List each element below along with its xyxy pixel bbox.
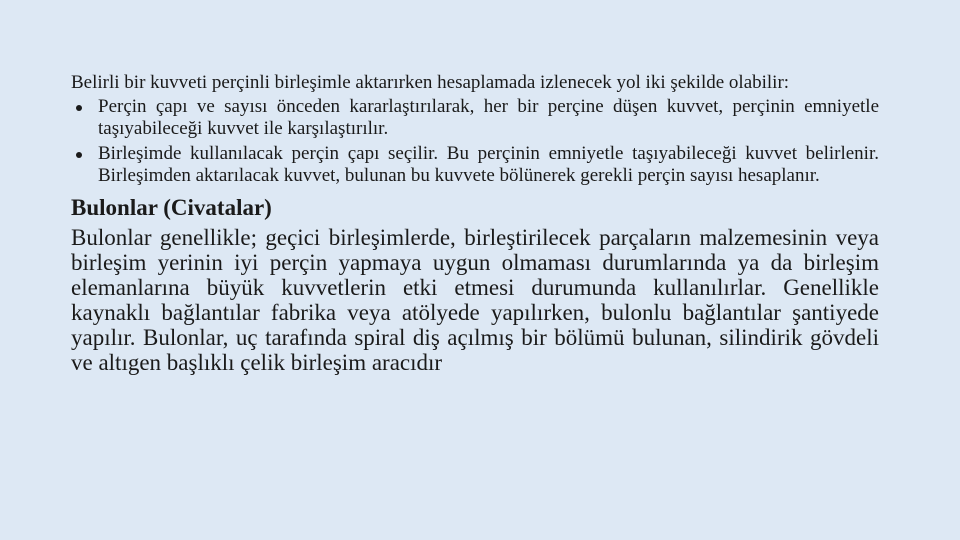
body-paragraph: Bulonlar genellikle; geçici birleşimlerde, birleştirilecek parçaların malzemesinin veya birleşim yerinin iyi perçin yapmaya uygun olmaması durumlarında ya da birleşim elemanlarına büyük kuvvetlerin etki etmesi durumunda kullanılırlar. Genellikle kaynaklı bağlantılar fabrika veya atölyede yapılırken, bulonlu bağlantılar şantiyede yapılır. Bulonlar, uç tarafında spiral diş açılmış bir bölümü bulunan, silindirik gövdeli ve altıgen başlıklı çelik birleşim aracıdır <box>71 225 879 375</box>
bullet-item <box>71 143 879 187</box>
bullet-text: Birleşimde kullanılacak perçin çapı seçilir. Bu perçinin emniyetle taşıyabileceği kuvvet belirlenir. Birleşimden aktarılacak kuvvet, bulunan bu kuvvete bölünerek gerekli perçin sayısı hesaplanır. <box>98 143 879 186</box>
intro-paragraph: Belirli bir kuvveti perçinli birleşimle aktarırken hesaplamada izlenecek yol iki şekilde olabilir: <box>71 72 790 93</box>
bullet-dot-icon <box>76 105 82 111</box>
bullet-list <box>71 96 879 187</box>
bullet-item <box>71 96 879 140</box>
bullet-dot-icon <box>76 152 82 158</box>
slide-content <box>71 72 879 375</box>
bullet-text: Perçin çapı ve sayısı önceden kararlaştırılarak, her bir perçine düşen kuvvet, perçinin emniyetle taşıyabileceği kuvvet ile karşılaştırılır. <box>98 96 879 139</box>
section-heading: Bulonlar (Civatalar) <box>71 195 272 220</box>
